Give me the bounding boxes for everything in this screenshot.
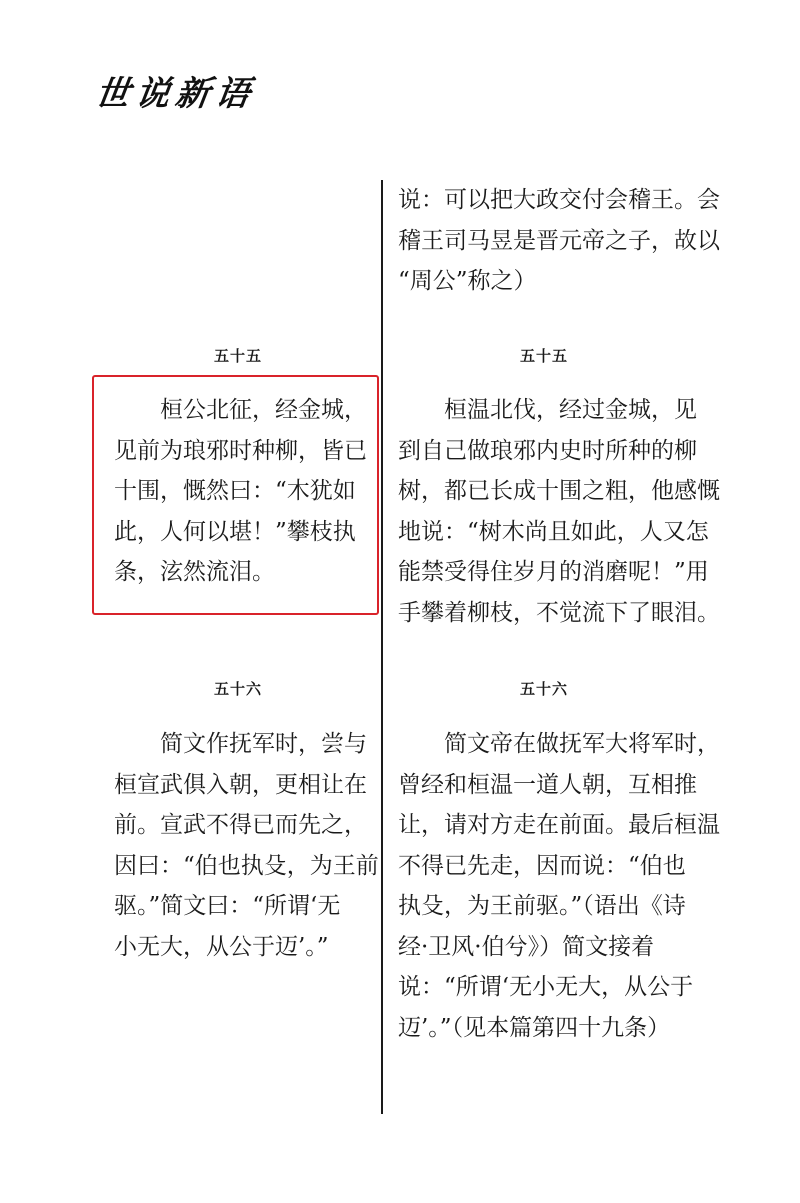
continuation-note [398, 180, 720, 302]
text-line: 经·卫风·伯兮》）简文接着 [398, 933, 655, 960]
section-heading-56-translation: 五十六 [520, 680, 569, 698]
text-line: “周公”称之） [398, 268, 537, 294]
text-line: 因曰：“伯也执殳，为王前 [114, 852, 379, 879]
column-divider [381, 180, 383, 1114]
text-line: 简文作抚军时，尝与 [114, 731, 367, 757]
text-line: 条，泫然流泪。 [114, 559, 275, 585]
text-line: 桓宣武俱入朝，更相让在 [114, 771, 367, 798]
text-line: 见前为琅邪时种柳，皆已 [114, 437, 367, 464]
text-line: 前。宣武不得已而先之， [114, 812, 367, 838]
text-line: 到自己做琅邪内史时所种的柳 [398, 437, 697, 464]
passage-56-original [114, 724, 379, 967]
book-title-logo: 世说新语 [92, 74, 259, 114]
text-line: 迈’。”（见本篇第四十九条） [398, 1014, 671, 1041]
text-line: 能禁受得住岁月的消磨呢！”用 [398, 559, 709, 585]
passage-56-translation [398, 724, 720, 1048]
text-line: 简文帝在做抚军大将军时， [398, 731, 720, 757]
text-line: 让，请对方走在前面。最后桓温 [398, 812, 720, 838]
section-heading-55-original: 五十五 [214, 347, 263, 365]
text-line: 地说：“树木尚且如此，人又怎 [398, 518, 709, 545]
text-line: 稽王司马昱是晋元帝之子，故以 [398, 227, 720, 254]
text-line: 驱。”简文曰：“所谓‘无 [114, 893, 341, 919]
section-heading-56-original: 五十六 [214, 680, 263, 698]
text-line: 小无大，从公于迈’。” [114, 933, 329, 960]
text-line: 曾经和桓温一道人朝，互相推 [398, 771, 697, 798]
text-line: 不得已先走，因而说：“伯也 [398, 852, 686, 879]
text-line: 说：“所谓‘无小无大，从公于 [398, 974, 694, 1000]
text-line: 树，都已长成十围之粗，他感慨 [398, 478, 720, 504]
text-line: 此，人何以堪！”攀枝执 [114, 518, 356, 545]
text-line: 桓公北征，经金城， [114, 397, 367, 423]
text-line: 执殳，为王前驱。”（语出《诗 [398, 893, 686, 919]
text-line: 十围，慨然曰：“木犹如 [114, 478, 356, 504]
passage-55-original [114, 390, 366, 593]
passage-55-translation [398, 390, 720, 633]
section-heading-55-translation: 五十五 [520, 347, 569, 365]
text-line: 说：可以把大政交付会稽王。会 [398, 187, 720, 213]
text-line: 手攀着柳枝，不觉流下了眼泪。 [398, 599, 720, 626]
text-line: 桓温北伐，经过金城，见 [398, 397, 697, 423]
